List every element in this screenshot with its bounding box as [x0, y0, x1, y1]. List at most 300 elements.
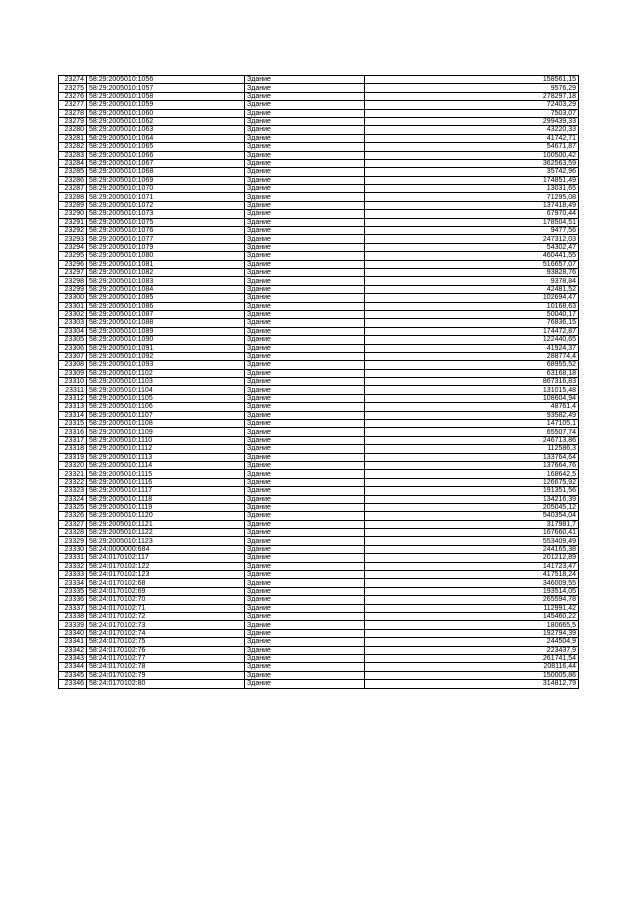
cadastral-value: 9477,56 — [365, 227, 579, 235]
object-type: Здание — [245, 436, 365, 444]
table-row — [59, 210, 579, 218]
cadastral-number: 58:24:0170102:72 — [87, 613, 245, 621]
row-number: 23309 — [59, 369, 87, 377]
row-number: 23275 — [59, 84, 87, 92]
object-type: Здание — [245, 134, 365, 142]
table-row — [59, 478, 579, 486]
object-type: Здание — [245, 428, 365, 436]
cadastral-number: 58:29:2005010:1072 — [87, 201, 245, 209]
row-number: 23274 — [59, 76, 87, 84]
cadastral-value: 43220,33 — [365, 126, 579, 134]
row-number: 23300 — [59, 294, 87, 302]
table-row — [59, 654, 579, 662]
cadastral-value: 178504,51 — [365, 218, 579, 226]
cadastral-number: 58:24:0170102:68 — [87, 579, 245, 587]
table-row — [59, 554, 579, 562]
cadastral-value: 265594,78 — [365, 596, 579, 604]
object-type: Здание — [245, 579, 365, 587]
cadastral-number: 58:29:2005010:1067 — [87, 159, 245, 167]
object-type: Здание — [245, 243, 365, 251]
cadastral-value: 112586,3 — [365, 445, 579, 453]
table-row — [59, 302, 579, 310]
cadastral-number: 58:29:2005010:1058 — [87, 92, 245, 100]
object-type: Здание — [245, 445, 365, 453]
row-number: 23281 — [59, 134, 87, 142]
cadastral-value: 63168,18 — [365, 369, 579, 377]
cadastral-value: 317981,7 — [365, 520, 579, 528]
cadastral-number: 58:29:2005010:1089 — [87, 327, 245, 335]
row-number: 23280 — [59, 126, 87, 134]
cadastral-value: 223437,9 — [365, 646, 579, 654]
cadastral-value: 346009,55 — [365, 579, 579, 587]
table-row — [59, 487, 579, 495]
object-type: Здание — [245, 411, 365, 419]
object-type: Здание — [245, 235, 365, 243]
cadastral-number: 58:29:2005010:1070 — [87, 185, 245, 193]
object-type: Здание — [245, 545, 365, 553]
row-number: 23336 — [59, 596, 87, 604]
object-type: Здание — [245, 336, 365, 344]
cadastral-value: 122440,65 — [365, 336, 579, 344]
object-type: Здание — [245, 596, 365, 604]
cadastral-value: 13031,65 — [365, 185, 579, 193]
cadastral-value: 553409,49 — [365, 537, 579, 545]
table-row — [59, 117, 579, 125]
cadastral-value: 93828,76 — [365, 268, 579, 276]
cadastral-value: 193514,05 — [365, 587, 579, 595]
row-number: 23342 — [59, 646, 87, 654]
row-number: 23344 — [59, 663, 87, 671]
cadastral-value: 516657,07 — [365, 260, 579, 268]
table-row — [59, 529, 579, 537]
cadastral-number: 58:29:2005010:1122 — [87, 529, 245, 537]
object-type: Здание — [245, 671, 365, 679]
row-number: 23315 — [59, 420, 87, 428]
row-number: 23306 — [59, 344, 87, 352]
cadastral-value: 141723,47 — [365, 562, 579, 570]
row-number: 23298 — [59, 277, 87, 285]
object-type: Здание — [245, 663, 365, 671]
object-type: Здание — [245, 629, 365, 637]
row-number: 23331 — [59, 554, 87, 562]
cadastral-value: 108604,94 — [365, 394, 579, 402]
cadastral-value: 41924,37 — [365, 344, 579, 352]
cadastral-value: 50040,17 — [365, 310, 579, 318]
cadastral-value: 42481,52 — [365, 285, 579, 293]
row-number: 23330 — [59, 545, 87, 553]
object-type: Здание — [245, 646, 365, 654]
cadastral-number: 58:29:2005010:1081 — [87, 260, 245, 268]
table-row — [59, 101, 579, 109]
cadastral-value: 208116,44 — [365, 663, 579, 671]
row-number: 23279 — [59, 117, 87, 125]
table-row — [59, 168, 579, 176]
row-number: 23310 — [59, 378, 87, 386]
cadastral-value: 9576,29 — [365, 84, 579, 92]
cadastral-number: 58:24:0170102:122 — [87, 562, 245, 570]
table-row — [59, 461, 579, 469]
object-type: Здание — [245, 571, 365, 579]
cadastral-value: 201212,89 — [365, 554, 579, 562]
row-number: 23339 — [59, 621, 87, 629]
row-number: 23325 — [59, 503, 87, 511]
cadastral-number: 58:24:0170102:80 — [87, 680, 245, 688]
cadastral-value: 278297,18 — [365, 92, 579, 100]
cadastral-value: 71295,08 — [365, 193, 579, 201]
row-number: 23317 — [59, 436, 87, 444]
cadastral-number: 58:29:2005010:1091 — [87, 344, 245, 352]
cadastral-value: 9378,84 — [365, 277, 579, 285]
row-number: 23340 — [59, 629, 87, 637]
cadastral-number: 58:29:2005010:1057 — [87, 84, 245, 92]
cadastral-value: 112991,42 — [365, 604, 579, 612]
cadastral-number: 58:29:2005010:1082 — [87, 268, 245, 276]
table-row — [59, 545, 579, 553]
object-type: Здание — [245, 84, 365, 92]
row-number: 23285 — [59, 168, 87, 176]
table-row — [59, 386, 579, 394]
cadastral-number: 58:29:2005010:1086 — [87, 302, 245, 310]
row-number: 23327 — [59, 520, 87, 528]
table-row — [59, 268, 579, 276]
object-type: Здание — [245, 470, 365, 478]
row-number: 23307 — [59, 352, 87, 360]
cadastral-value: 137664,76 — [365, 461, 579, 469]
row-number: 23314 — [59, 411, 87, 419]
object-type: Здание — [245, 126, 365, 134]
table-row — [59, 495, 579, 503]
cadastral-number: 58:29:2005010:1073 — [87, 210, 245, 218]
table-row — [59, 285, 579, 293]
cadastral-number: 58:29:2005010:1080 — [87, 252, 245, 260]
cadastral-number: 58:24:0170102:69 — [87, 587, 245, 595]
object-type: Здание — [245, 562, 365, 570]
cadastral-number: 58:29:2005010:1059 — [87, 101, 245, 109]
cadastral-number: 58:29:2005010:1106 — [87, 403, 245, 411]
cadastral-number: 58:29:2005010:1123 — [87, 537, 245, 545]
table-row — [59, 84, 579, 92]
object-type: Здание — [245, 268, 365, 276]
cadastral-number: 58:29:2005010:1103 — [87, 378, 245, 386]
row-number: 23316 — [59, 428, 87, 436]
row-number: 23313 — [59, 403, 87, 411]
cadastral-number: 58:24:0170102:78 — [87, 663, 245, 671]
cadastral-number: 58:29:2005010:1113 — [87, 453, 245, 461]
object-type: Здание — [245, 361, 365, 369]
table-row — [59, 537, 579, 545]
object-type: Здание — [245, 218, 365, 226]
object-type: Здание — [245, 369, 365, 377]
cadastral-value: 76836,15 — [365, 319, 579, 327]
cadastral-number: 58:29:2005010:1084 — [87, 285, 245, 293]
cadastral-number: 58:24:0170102:77 — [87, 654, 245, 662]
table-row — [59, 185, 579, 193]
table-row — [59, 520, 579, 528]
cadastral-number: 58:29:2005010:1087 — [87, 310, 245, 318]
object-type: Здание — [245, 168, 365, 176]
cadastral-number: 58:29:2005010:1069 — [87, 176, 245, 184]
cadastral-value: 133764,64 — [365, 453, 579, 461]
cadastral-value: 288774,4 — [365, 352, 579, 360]
cadastral-value: 158561,15 — [365, 76, 579, 84]
table-row — [59, 327, 579, 335]
row-number: 23322 — [59, 478, 87, 486]
cadastral-number: 58:29:2005010:1119 — [87, 503, 245, 511]
cadastral-number: 58:29:2005010:1114 — [87, 461, 245, 469]
table-body — [59, 76, 579, 689]
row-number: 23276 — [59, 92, 87, 100]
object-type: Здание — [245, 252, 365, 260]
table-row — [59, 319, 579, 327]
cadastral-number: 58:24:0170102:75 — [87, 638, 245, 646]
object-type: Здание — [245, 294, 365, 302]
object-type: Здание — [245, 117, 365, 125]
cadastral-value: 65507,74 — [365, 428, 579, 436]
row-number: 23343 — [59, 654, 87, 662]
table-row — [59, 403, 579, 411]
cadastral-value: 7503,07 — [365, 109, 579, 117]
object-type: Здание — [245, 210, 365, 218]
object-type: Здание — [245, 613, 365, 621]
table-row — [59, 378, 579, 386]
object-type: Здание — [245, 403, 365, 411]
cadastral-value: 261741,54 — [365, 654, 579, 662]
row-number: 23294 — [59, 243, 87, 251]
table-row — [59, 344, 579, 352]
cadastral-value: 67970,44 — [365, 210, 579, 218]
row-number: 23292 — [59, 227, 87, 235]
object-type: Здание — [245, 487, 365, 495]
row-number: 23301 — [59, 302, 87, 310]
table-row — [59, 646, 579, 654]
cadastral-value: 150005,86 — [365, 671, 579, 679]
cadastral-value: 131015,48 — [365, 386, 579, 394]
table-row — [59, 201, 579, 209]
row-number: 23334 — [59, 579, 87, 587]
row-number: 23332 — [59, 562, 87, 570]
object-type: Здание — [245, 520, 365, 528]
cadastral-value-table — [58, 75, 579, 689]
object-type: Здание — [245, 159, 365, 167]
table-row — [59, 143, 579, 151]
table-row — [59, 260, 579, 268]
table-row — [59, 470, 579, 478]
object-type: Здание — [245, 554, 365, 562]
row-number: 23295 — [59, 252, 87, 260]
object-type: Здание — [245, 352, 365, 360]
row-number: 23297 — [59, 268, 87, 276]
row-number: 23303 — [59, 319, 87, 327]
table-row — [59, 562, 579, 570]
table-row — [59, 596, 579, 604]
row-number: 23308 — [59, 361, 87, 369]
object-type: Здание — [245, 654, 365, 662]
object-type: Здание — [245, 151, 365, 159]
row-number: 23282 — [59, 143, 87, 151]
row-number: 23299 — [59, 285, 87, 293]
cadastral-number: 58:29:2005010:1068 — [87, 168, 245, 176]
object-type: Здание — [245, 453, 365, 461]
table-row — [59, 252, 579, 260]
row-number: 23287 — [59, 185, 87, 193]
table-row — [59, 243, 579, 251]
cadastral-value: 174851,49 — [365, 176, 579, 184]
cadastral-number: 58:24:0170102:73 — [87, 621, 245, 629]
cadastral-value: 244165,38 — [365, 545, 579, 553]
cadastral-value: 41742,71 — [365, 134, 579, 142]
object-type: Здание — [245, 143, 365, 151]
object-type: Здание — [245, 101, 365, 109]
cadastral-number: 58:29:2005010:1092 — [87, 352, 245, 360]
table-row — [59, 571, 579, 579]
cadastral-number: 58:29:2005010:1083 — [87, 277, 245, 285]
table-row — [59, 503, 579, 511]
cadastral-value: 93582,49 — [365, 411, 579, 419]
cadastral-value: 54302,47 — [365, 243, 579, 251]
object-type: Здание — [245, 461, 365, 469]
object-type: Здание — [245, 621, 365, 629]
row-number: 23329 — [59, 537, 87, 545]
object-type: Здание — [245, 512, 365, 520]
cadastral-value: 147105,1 — [365, 420, 579, 428]
table-row — [59, 604, 579, 612]
object-type: Здание — [245, 176, 365, 184]
object-type: Здание — [245, 378, 365, 386]
cadastral-number: 58:24:0000000:684 — [87, 545, 245, 553]
cadastral-number: 58:29:2005010:1064 — [87, 134, 245, 142]
row-number: 23345 — [59, 671, 87, 679]
table-row — [59, 336, 579, 344]
cadastral-value: 134216,39 — [365, 495, 579, 503]
object-type: Здание — [245, 185, 365, 193]
object-type: Здание — [245, 310, 365, 318]
row-number: 23319 — [59, 453, 87, 461]
cadastral-value: 247312,03 — [365, 235, 579, 243]
cadastral-number: 58:29:2005010:1117 — [87, 487, 245, 495]
table-row — [59, 428, 579, 436]
cadastral-number: 58:29:2005010:1108 — [87, 420, 245, 428]
cadastral-value: 205045,12 — [365, 503, 579, 511]
table-row — [59, 277, 579, 285]
table-row — [59, 227, 579, 235]
cadastral-number: 58:29:2005010:1121 — [87, 520, 245, 528]
table-row — [59, 579, 579, 587]
row-number: 23338 — [59, 613, 87, 621]
object-type: Здание — [245, 193, 365, 201]
cadastral-number: 58:29:2005010:1085 — [87, 294, 245, 302]
cadastral-number: 58:29:2005010:1063 — [87, 126, 245, 134]
row-number: 23320 — [59, 461, 87, 469]
cadastral-number: 58:29:2005010:1116 — [87, 478, 245, 486]
object-type: Здание — [245, 76, 365, 84]
cadastral-number: 58:24:0170102:70 — [87, 596, 245, 604]
cadastral-value: 35742,96 — [365, 168, 579, 176]
object-type: Здание — [245, 92, 365, 100]
object-type: Здание — [245, 394, 365, 402]
table-row — [59, 671, 579, 679]
table-row — [59, 159, 579, 167]
object-type: Здание — [245, 604, 365, 612]
row-number: 23288 — [59, 193, 87, 201]
cadastral-number: 58:29:2005010:1107 — [87, 411, 245, 419]
object-type: Здание — [245, 638, 365, 646]
row-number: 23312 — [59, 394, 87, 402]
object-type: Здание — [245, 201, 365, 209]
object-type: Здание — [245, 227, 365, 235]
object-type: Здание — [245, 386, 365, 394]
cadastral-value: 244504,9 — [365, 638, 579, 646]
object-type: Здание — [245, 529, 365, 537]
cadastral-number: 58:29:2005010:1056 — [87, 76, 245, 84]
table-row — [59, 587, 579, 595]
table-row — [59, 445, 579, 453]
object-type: Здание — [245, 302, 365, 310]
cadastral-number: 58:29:2005010:1093 — [87, 361, 245, 369]
table-row — [59, 680, 579, 688]
object-type: Здание — [245, 478, 365, 486]
cadastral-value: 10168,63 — [365, 302, 579, 310]
cadastral-number: 58:29:2005010:1102 — [87, 369, 245, 377]
cadastral-number: 58:29:2005010:1075 — [87, 218, 245, 226]
cadastral-value: 180665,5 — [365, 621, 579, 629]
row-number: 23326 — [59, 512, 87, 520]
cadastral-value: 102694,47 — [365, 294, 579, 302]
object-type: Здание — [245, 680, 365, 688]
row-number: 23321 — [59, 470, 87, 478]
table-row — [59, 638, 579, 646]
row-number: 23302 — [59, 310, 87, 318]
object-type: Здание — [245, 277, 365, 285]
table-row — [59, 193, 579, 201]
cadastral-number: 58:24:0170102:79 — [87, 671, 245, 679]
table-row — [59, 361, 579, 369]
cadastral-number: 58:29:2005010:1112 — [87, 445, 245, 453]
cadastral-number: 58:24:0170102:76 — [87, 646, 245, 654]
cadastral-value: 145460,22 — [365, 613, 579, 621]
table-row — [59, 411, 579, 419]
row-number: 23318 — [59, 445, 87, 453]
cadastral-value: 362563,59 — [365, 159, 579, 167]
row-number: 23328 — [59, 529, 87, 537]
table-row — [59, 76, 579, 84]
row-number: 23323 — [59, 487, 87, 495]
table-row — [59, 394, 579, 402]
row-number: 23341 — [59, 638, 87, 646]
cadastral-value: 137418,49 — [365, 201, 579, 209]
table-row — [59, 369, 579, 377]
row-number: 23277 — [59, 101, 87, 109]
cadastral-number: 58:29:2005010:1118 — [87, 495, 245, 503]
cadastral-number: 58:24:0170102:117 — [87, 554, 245, 562]
cadastral-value: 417518,24 — [365, 571, 579, 579]
document-page — [58, 75, 578, 689]
object-type: Здание — [245, 344, 365, 352]
row-number: 23311 — [59, 386, 87, 394]
cadastral-number: 58:24:0170102:123 — [87, 571, 245, 579]
table-row — [59, 512, 579, 520]
cadastral-number: 58:24:0170102:74 — [87, 629, 245, 637]
cadastral-value: 68955,52 — [365, 361, 579, 369]
object-type: Здание — [245, 285, 365, 293]
table-row — [59, 176, 579, 184]
cadastral-number: 58:29:2005010:1062 — [87, 117, 245, 125]
row-number: 23296 — [59, 260, 87, 268]
cadastral-number: 58:29:2005010:1115 — [87, 470, 245, 478]
table-row — [59, 235, 579, 243]
cadastral-value: 314812,79 — [365, 680, 579, 688]
cadastral-value: 174472,87 — [365, 327, 579, 335]
cadastral-number: 58:29:2005010:1079 — [87, 243, 245, 251]
